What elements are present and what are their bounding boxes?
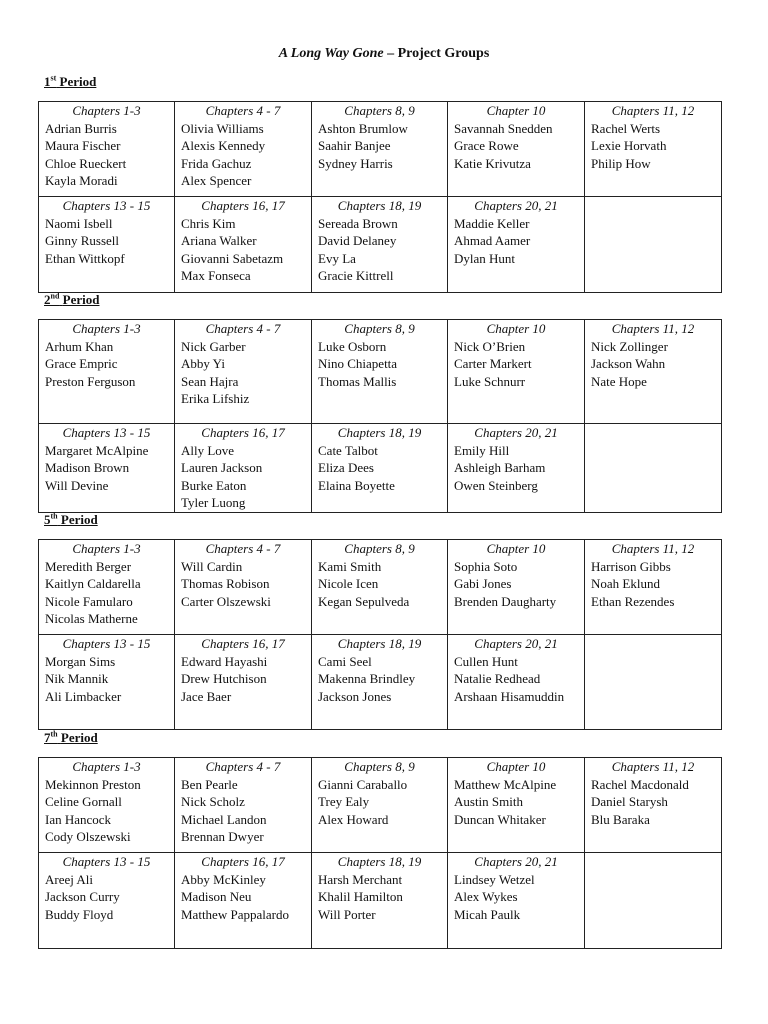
student-name: Nick Garber — [181, 338, 246, 354]
student-name: Luke Schnurr — [454, 373, 526, 389]
group-cell — [312, 197, 448, 293]
student-name: Adrian Burris — [45, 120, 117, 136]
student-name: Preston Ferguson — [45, 373, 136, 389]
group-cell — [585, 424, 722, 513]
student-name: Harrison Gibbs — [591, 558, 671, 574]
student-name: Erika Lifshiz — [181, 391, 250, 406]
student-name: Ian Hancock — [45, 811, 112, 827]
period-ordinal-suffix: th — [50, 511, 58, 521]
period-ordinal-suffix: th — [50, 729, 58, 739]
student-name: Carter Markert — [454, 356, 532, 371]
student-name: Nicole Famularo — [45, 593, 133, 609]
student-name: Will Porter — [318, 906, 376, 922]
period-number: 7 — [44, 730, 51, 745]
chapter-label: Chapters 13 - 15 — [62, 636, 151, 651]
student-name: Elaina Boyette — [318, 477, 395, 493]
group-cell — [39, 424, 175, 513]
group-cell — [312, 102, 448, 197]
chapter-label: Chapters 18, 19 — [337, 854, 422, 869]
student-name: Ahmad Aamer — [454, 233, 531, 248]
chapter-label: Chapter 10 — [486, 759, 546, 774]
group-cell — [448, 635, 585, 730]
student-name: Grace Rowe — [454, 138, 519, 153]
student-name: Ally Love — [181, 442, 235, 458]
student-name: Owen Steinberg — [454, 477, 538, 493]
group-cell — [585, 320, 722, 424]
student-name: Katie Krivutza — [454, 155, 531, 171]
chapter-label: Chapters 4 - 7 — [205, 759, 281, 774]
student-name: Nick O’Brien — [454, 338, 526, 354]
group-cell — [312, 853, 448, 949]
student-name: Naomi Isbell — [45, 215, 113, 231]
student-name: Alex Spencer — [181, 173, 252, 188]
student-name: Brenden Daugharty — [454, 593, 557, 609]
student-name: Morgan Sims — [45, 653, 116, 669]
group-cell — [175, 320, 312, 424]
student-name: Olivia Williams — [181, 120, 264, 136]
chapter-label: Chapters 20, 21 — [474, 636, 558, 651]
student-name: Tyler Luong — [181, 495, 246, 510]
period-word: Period — [60, 512, 98, 527]
group-cell — [39, 853, 175, 949]
student-name: Ashton Brumlow — [318, 120, 408, 136]
chapter-label: Chapter 10 — [486, 321, 546, 336]
student-name: Eliza Dees — [318, 460, 374, 475]
group-cell — [175, 102, 312, 197]
chapter-label: Chapters 8, 9 — [344, 321, 415, 336]
student-name: Nick Zollinger — [591, 338, 668, 354]
student-name: Cami Seel — [318, 653, 372, 669]
student-name: Sean Hajra — [181, 373, 239, 389]
chapter-label: Chapters 8, 9 — [344, 541, 415, 556]
group-cell — [39, 320, 175, 424]
student-name: Luke Osborn — [318, 338, 387, 354]
student-name: Alexis Kennedy — [181, 138, 266, 153]
chapter-label: Chapters 4 - 7 — [205, 541, 281, 556]
table-row — [39, 424, 722, 513]
book-title: A Long Way Gone — [278, 46, 384, 61]
group-cell — [175, 758, 312, 853]
student-name: Ariana Walker — [181, 233, 257, 248]
student-name: Ali Limbacker — [45, 688, 122, 704]
student-name: Gabi Jones — [454, 576, 512, 591]
group-cell — [312, 424, 448, 513]
chapter-label: Chapters 8, 9 — [344, 103, 415, 118]
student-name: Jackson Jones — [318, 688, 392, 704]
student-name: Thomas Mallis — [318, 373, 397, 389]
group-cell — [312, 635, 448, 730]
student-name: Gianni Caraballo — [318, 776, 408, 792]
student-name: Ethan Rezendes — [591, 593, 675, 609]
student-name: Will Cardin — [181, 558, 243, 574]
group-cell — [39, 758, 175, 853]
student-name: Lindsey Wetzel — [454, 871, 535, 887]
student-name: Ben Pearle — [181, 776, 238, 792]
chapter-label: Chapters 13 - 15 — [62, 198, 151, 213]
period-ordinal-suffix: nd — [50, 291, 60, 301]
student-name: Micah Paulk — [454, 906, 521, 922]
chapter-label: Chapters 8, 9 — [344, 759, 415, 774]
chapter-label: Chapters 16, 17 — [201, 425, 285, 440]
student-name: Lexie Horvath — [591, 138, 667, 153]
student-name: Nino Chiapetta — [318, 356, 398, 371]
chapter-label: Chapters 13 - 15 — [62, 425, 151, 440]
group-cell — [175, 635, 312, 730]
student-name: Arhum Khan — [45, 338, 114, 354]
table-row — [39, 758, 722, 853]
group-cell — [448, 320, 585, 424]
student-name: Cate Talbot — [318, 442, 378, 458]
student-name: Gracie Kittrell — [318, 268, 394, 283]
student-name: Sereada Brown — [318, 215, 398, 231]
student-name: Noah Eklund — [591, 576, 660, 591]
student-name: Alex Howard — [318, 811, 389, 827]
student-name: Kayla Moradi — [45, 173, 118, 188]
group-cell — [312, 320, 448, 424]
student-name: Chloe Rueckert — [45, 155, 127, 171]
group-cell — [585, 853, 722, 949]
group-cell — [175, 197, 312, 293]
group-cell — [39, 540, 175, 635]
period-ordinal-suffix: st — [50, 73, 57, 83]
student-name: Maura Fischer — [45, 138, 121, 153]
group-cell — [585, 635, 722, 730]
student-name: Brennan Dwyer — [181, 829, 264, 844]
student-name: Nick Scholz — [181, 794, 245, 809]
period-heading — [44, 292, 99, 308]
student-name: Alex Wykes — [454, 889, 518, 904]
chapter-label: Chapters 4 - 7 — [205, 103, 281, 118]
student-name: Nicolas Matherne — [45, 611, 138, 626]
student-name: Cullen Hunt — [454, 653, 518, 669]
student-name: Austin Smith — [454, 794, 523, 809]
student-name: Edward Hayashi — [181, 653, 268, 669]
table-row — [39, 540, 722, 635]
chapter-label: Chapters 18, 19 — [337, 425, 422, 440]
student-name: Madison Brown — [45, 460, 130, 475]
student-name: Ginny Russell — [45, 233, 120, 248]
student-name: Burke Eaton — [181, 477, 247, 493]
chapter-label: Chapters 18, 19 — [337, 198, 422, 213]
student-name: David Delaney — [318, 233, 397, 248]
student-name: Harsh Merchant — [318, 871, 403, 887]
student-name: Philip How — [591, 155, 651, 171]
chapter-label: Chapters 1-3 — [72, 541, 141, 556]
student-name: Meredith Berger — [45, 558, 132, 574]
groups-table — [38, 757, 722, 949]
student-name: Matthew Pappalardo — [181, 906, 289, 922]
student-name: Rachel Werts — [591, 120, 661, 136]
period-word: Period — [62, 292, 100, 307]
period-word: Period — [60, 730, 98, 745]
student-name: Dylan Hunt — [454, 250, 516, 266]
student-name: Kaitlyn Caldarella — [45, 576, 141, 591]
chapter-label: Chapter 10 — [486, 541, 546, 556]
group-cell — [448, 853, 585, 949]
student-name: Jace Baer — [181, 688, 232, 704]
student-name: Frida Gachuz — [181, 155, 252, 171]
table-row — [39, 197, 722, 293]
document-title — [0, 46, 768, 62]
group-cell — [312, 540, 448, 635]
chapter-label: Chapters 20, 21 — [474, 425, 558, 440]
student-name: Madison Neu — [181, 889, 252, 904]
student-name: Mekinnon Preston — [45, 776, 141, 792]
student-name: Matthew McAlpine — [454, 776, 557, 792]
student-name: Nate Hope — [591, 373, 647, 389]
student-name: Maddie Keller — [454, 215, 530, 231]
group-cell — [448, 102, 585, 197]
student-name: Nicole Icen — [318, 576, 379, 591]
chapter-label: Chapter 10 — [486, 103, 546, 118]
student-name: Emily Hill — [454, 442, 510, 458]
student-name: Chris Kim — [181, 215, 236, 231]
table-row — [39, 635, 722, 730]
group-cell — [585, 197, 722, 293]
student-name: Max Fonseca — [181, 268, 251, 283]
chapter-label: Chapters 4 - 7 — [205, 321, 281, 336]
group-cell — [448, 758, 585, 853]
period-heading — [44, 730, 98, 746]
student-name: Daniel Starysh — [591, 794, 668, 809]
group-cell — [448, 540, 585, 635]
chapter-label: Chapters 13 - 15 — [62, 854, 151, 869]
student-name: Areej Ali — [45, 871, 94, 887]
student-name: Kegan Sepulveda — [318, 593, 410, 609]
student-name: Evy La — [318, 250, 356, 266]
table-row — [39, 853, 722, 949]
group-cell — [175, 540, 312, 635]
student-name: Thomas Robison — [181, 576, 270, 591]
student-name: Nik Mannik — [45, 671, 109, 686]
groups-table — [38, 319, 722, 513]
student-name: Duncan Whitaker — [454, 811, 546, 827]
group-cell — [39, 197, 175, 293]
chapter-label: Chapters 11, 12 — [611, 759, 695, 774]
group-cell — [585, 540, 722, 635]
group-cell — [585, 102, 722, 197]
student-name: Drew Hutchison — [181, 671, 267, 686]
chapter-label: Chapters 1-3 — [72, 103, 141, 118]
period-number: 5 — [44, 512, 51, 527]
student-name: Kami Smith — [318, 558, 382, 574]
chapter-label: Chapters 1-3 — [72, 321, 141, 336]
group-cell — [585, 758, 722, 853]
chapter-label: Chapters 18, 19 — [337, 636, 422, 651]
student-name: Abby McKinley — [181, 871, 266, 887]
group-cell — [448, 197, 585, 293]
student-name: Cody Olszewski — [45, 829, 131, 844]
student-name: Michael Landon — [181, 811, 267, 827]
student-name: Natalie Redhead — [454, 671, 541, 686]
student-name: Will Devine — [45, 477, 109, 493]
student-name: Lauren Jackson — [181, 460, 263, 475]
student-name: Buddy Floyd — [45, 906, 114, 922]
group-cell — [312, 758, 448, 853]
student-name: Grace Empric — [45, 356, 118, 371]
student-name: Ashleigh Barham — [454, 460, 546, 475]
groups-table — [38, 101, 722, 293]
student-name: Trey Ealy — [318, 794, 370, 809]
student-name: Sophia Soto — [454, 558, 518, 574]
table-row — [39, 102, 722, 197]
student-name: Margaret McAlpine — [45, 442, 149, 458]
chapter-label: Chapters 11, 12 — [611, 541, 695, 556]
student-name: Sydney Harris — [318, 155, 393, 171]
group-cell — [39, 102, 175, 197]
group-cell — [175, 424, 312, 513]
student-name: Savannah Snedden — [454, 120, 553, 136]
group-cell — [448, 424, 585, 513]
chapter-label: Chapters 1-3 — [72, 759, 141, 774]
student-name: Celine Gornall — [45, 794, 122, 809]
period-word: Period — [59, 74, 97, 89]
group-cell — [175, 853, 312, 949]
chapter-label: Chapters 11, 12 — [611, 321, 695, 336]
period-heading — [44, 74, 96, 90]
student-name: Khalil Hamilton — [318, 889, 403, 904]
student-name: Blu Baraka — [591, 811, 650, 827]
student-name: Carter Olszewski — [181, 593, 271, 609]
table-row — [39, 320, 722, 424]
period-heading — [44, 512, 98, 528]
group-cell — [39, 635, 175, 730]
student-name: Abby Yi — [181, 356, 225, 371]
student-name: Saahir Banjee — [318, 138, 391, 153]
period-number: 2 — [44, 292, 51, 307]
period-number: 1 — [44, 74, 51, 89]
student-name: Makenna Brindley — [318, 671, 416, 686]
student-name: Giovanni Sabetazm — [181, 250, 284, 266]
chapter-label: Chapters 20, 21 — [474, 854, 558, 869]
student-name: Jackson Wahn — [591, 356, 666, 371]
student-name: Arshaan Hisamuddin — [454, 688, 565, 704]
title-suffix: – Project Groups — [383, 46, 490, 61]
student-name: Jackson Curry — [45, 889, 120, 904]
groups-table — [38, 539, 722, 730]
chapter-label: Chapters 16, 17 — [201, 854, 285, 869]
chapter-label: Chapters 16, 17 — [201, 636, 285, 651]
chapter-label: Chapters 16, 17 — [201, 198, 285, 213]
chapter-label: Chapters 20, 21 — [474, 198, 558, 213]
student-name: Ethan Wittkopf — [45, 250, 125, 266]
student-name: Rachel Macdonald — [591, 776, 689, 792]
chapter-label: Chapters 11, 12 — [611, 103, 695, 118]
